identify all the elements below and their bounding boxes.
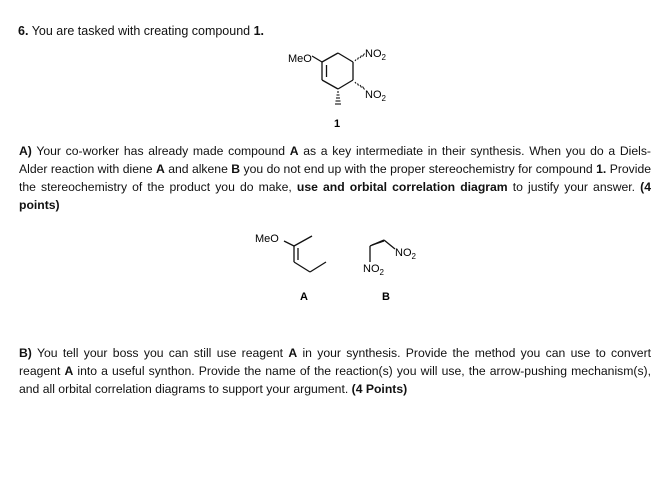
compound-1-no2-top: NO <box>365 48 382 60</box>
reagent-a-structure <box>284 236 326 272</box>
svg-text:NO2 <box>365 48 387 62</box>
part-a-text-3: and alkene <box>168 162 228 176</box>
reagent-b-no2-top: NO <box>395 247 412 259</box>
part-a-bold-phrase: use and orbital correlation diagram <box>296 180 508 194</box>
part-a-paragraph <box>19 142 651 214</box>
part-a-text-2: as a key intermediate in their synthesis. When you do a Diels-Alder reaction with diene <box>19 144 651 176</box>
part-a-label: A) <box>19 144 32 158</box>
reagent-b-no2-bottom: NO <box>363 263 380 275</box>
part-a-alkene: B <box>231 162 241 176</box>
part-b-label: B) <box>19 346 32 360</box>
svg-text:NO2 <box>365 89 387 103</box>
part-b-reagent: A <box>288 346 298 360</box>
part-a-text-4: you do not end up with the proper stereochemistry for compound <box>243 162 593 176</box>
compound-1-no2-right-subscript: 2 <box>381 94 386 103</box>
question-compound: 1. <box>253 24 265 38</box>
part-b-paragraph <box>19 344 651 398</box>
reagent-b-no2-bottom-subscript: 2 <box>379 268 384 277</box>
svg-text:NO2 <box>363 263 385 277</box>
part-a-text-1: Your co-worker has already made compound <box>36 144 286 158</box>
reagent-b-label: B <box>382 291 390 303</box>
reagent-b-no2-top-subscript: 2 <box>411 252 416 261</box>
part-b-points: (4 Points) <box>351 382 408 396</box>
reagent-a-meo: MeO <box>255 233 279 245</box>
part-b-text-1: You tell your boss you can still use reagent <box>36 346 283 360</box>
part-a-text-6: to justify your answer. <box>512 180 636 194</box>
part-b-text-2: in your synthesis. Provide the method you can use to convert reagent <box>19 346 652 378</box>
compound-1-no2-top-subscript: 2 <box>381 53 386 62</box>
part-a-compound-1: 1. <box>596 162 607 176</box>
question-number: 6. <box>18 24 29 38</box>
svg-text:MeO <box>288 53 312 65</box>
question-text: You are tasked with creating compound <box>31 24 251 38</box>
svg-text:MeO <box>255 233 279 245</box>
part-a-diene: A <box>155 162 165 176</box>
part-b-reagent-2: A <box>64 364 74 378</box>
part-a-text-5: Provide the stereochemistry of the product you do make, <box>19 162 652 194</box>
reagent-b-structure <box>370 240 395 262</box>
part-a-compound-a: A <box>289 144 299 158</box>
compound-1-meo: MeO <box>288 53 312 65</box>
part-a-points: (4 points) <box>19 180 652 212</box>
reagent-a-label: A <box>300 291 308 303</box>
svg-text:NO2 <box>395 247 417 261</box>
compound-1-no2-right: NO <box>365 89 382 101</box>
part-b-text-3: into a useful synthon. Provide the name of the reaction(s) you will use, the arrow-pushing mechanism(s), and all orbital correlation diagrams to support your argument. <box>19 364 652 396</box>
compound-1-label: 1 <box>334 118 341 130</box>
